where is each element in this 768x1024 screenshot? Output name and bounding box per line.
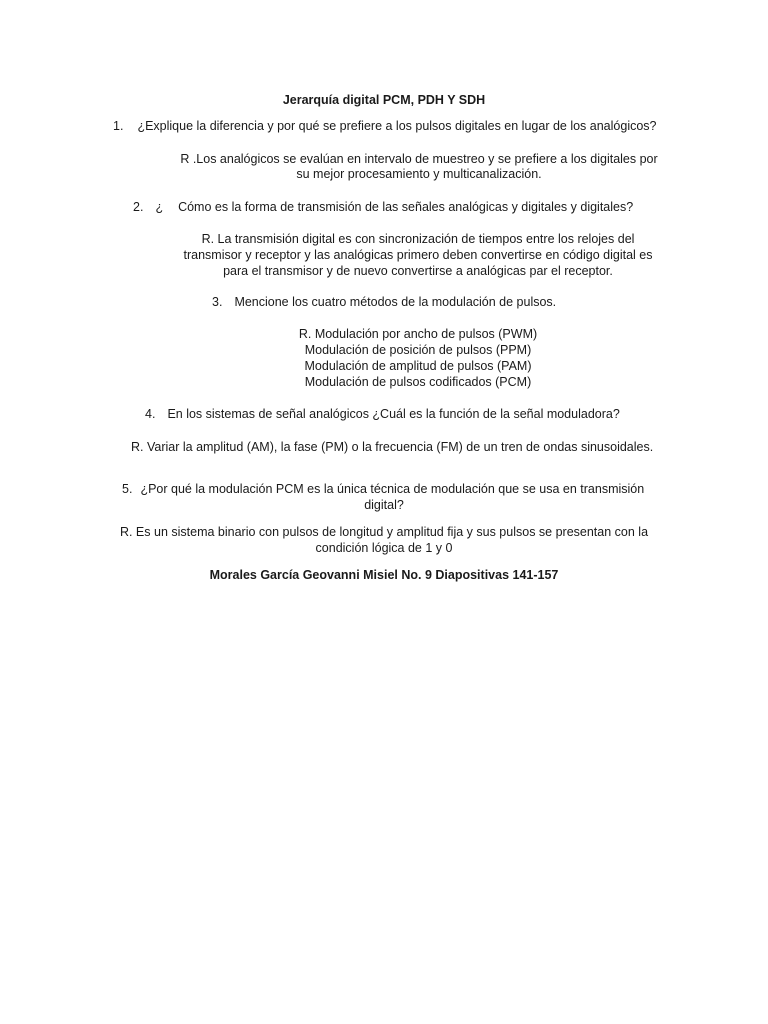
q2-question-mark: ¿ [155,200,164,214]
q5-number: 5. [122,482,133,496]
q4-number: 4. [145,407,156,421]
q4-question: En los sistemas de señal analógicos ¿Cuál es la función de la señal moduladora? [167,407,620,421]
q1-number: 1. [113,119,124,133]
q5-question-line2: digital? [364,498,404,512]
q2-question: Cómo es la forma de transmisión de las señales analógicas y digitales y digitales? [178,200,634,214]
q1-answer-line1: R .Los analógicos se evalúan en intervalo de muestreo y se prefiere a los digitales por [180,152,658,166]
q3-answer-line3: Modulación de amplitud de pulsos (PAM) [304,359,532,373]
q4-question-line [145,406,620,422]
q2-number: 2. [133,200,144,214]
q3-answer-line1: R. Modulación por ancho de pulsos (PWM) [298,327,538,341]
document-title: Jerarquía digital PCM, PDH Y SDH [282,93,486,107]
q5-question: ¿Por qué la modulación PCM es la única técnica de modulación que se usa en transmisión [140,482,645,496]
q5-answer-line1: R. Es un sistema binario con pulsos de longitud y amplitud fija y sus pulsos se presentan con la [119,525,649,539]
q3-number: 3. [212,295,223,309]
q2-question-line [133,199,633,215]
q1-answer-line2: su mejor procesamiento y multicanalización. [296,167,542,181]
q1-question: ¿Explique la diferencia y por qué se prefiere a los pulsos digitales en lugar de los analógicos? [137,119,657,133]
q1-question-line [113,118,657,134]
q3-question-line [212,294,556,310]
q2-answer-line1: R. La transmisión digital es con sincronización de tiempos entre los relojes del [201,232,635,246]
q3-answer-line2: Modulación de posición de pulsos (PPM) [304,343,532,357]
q2-answer-line2: transmisor y receptor y las analógicas primero deben convertirse en código digital es [183,248,653,262]
q2-answer-line3: para el transmisor y de nuevo convertirse a analógicas par el receptor. [223,264,613,278]
author-line: Morales García Geovanni Misiel No. 9 Diapositivas 141-157 [209,568,559,582]
q5-answer-line2: condición lógica de 1 y 0 [315,541,453,555]
q3-question: Mencione los cuatro métodos de la modulación de pulsos. [234,295,557,309]
q4-answer: R. Variar la amplitud (AM), la fase (PM) o la frecuencia (FM) de un tren de ondas sinusoidales. [131,440,654,454]
q3-answer-line4: Modulación de pulsos codificados (PCM) [304,375,532,389]
q5-question-line1 [122,481,644,497]
